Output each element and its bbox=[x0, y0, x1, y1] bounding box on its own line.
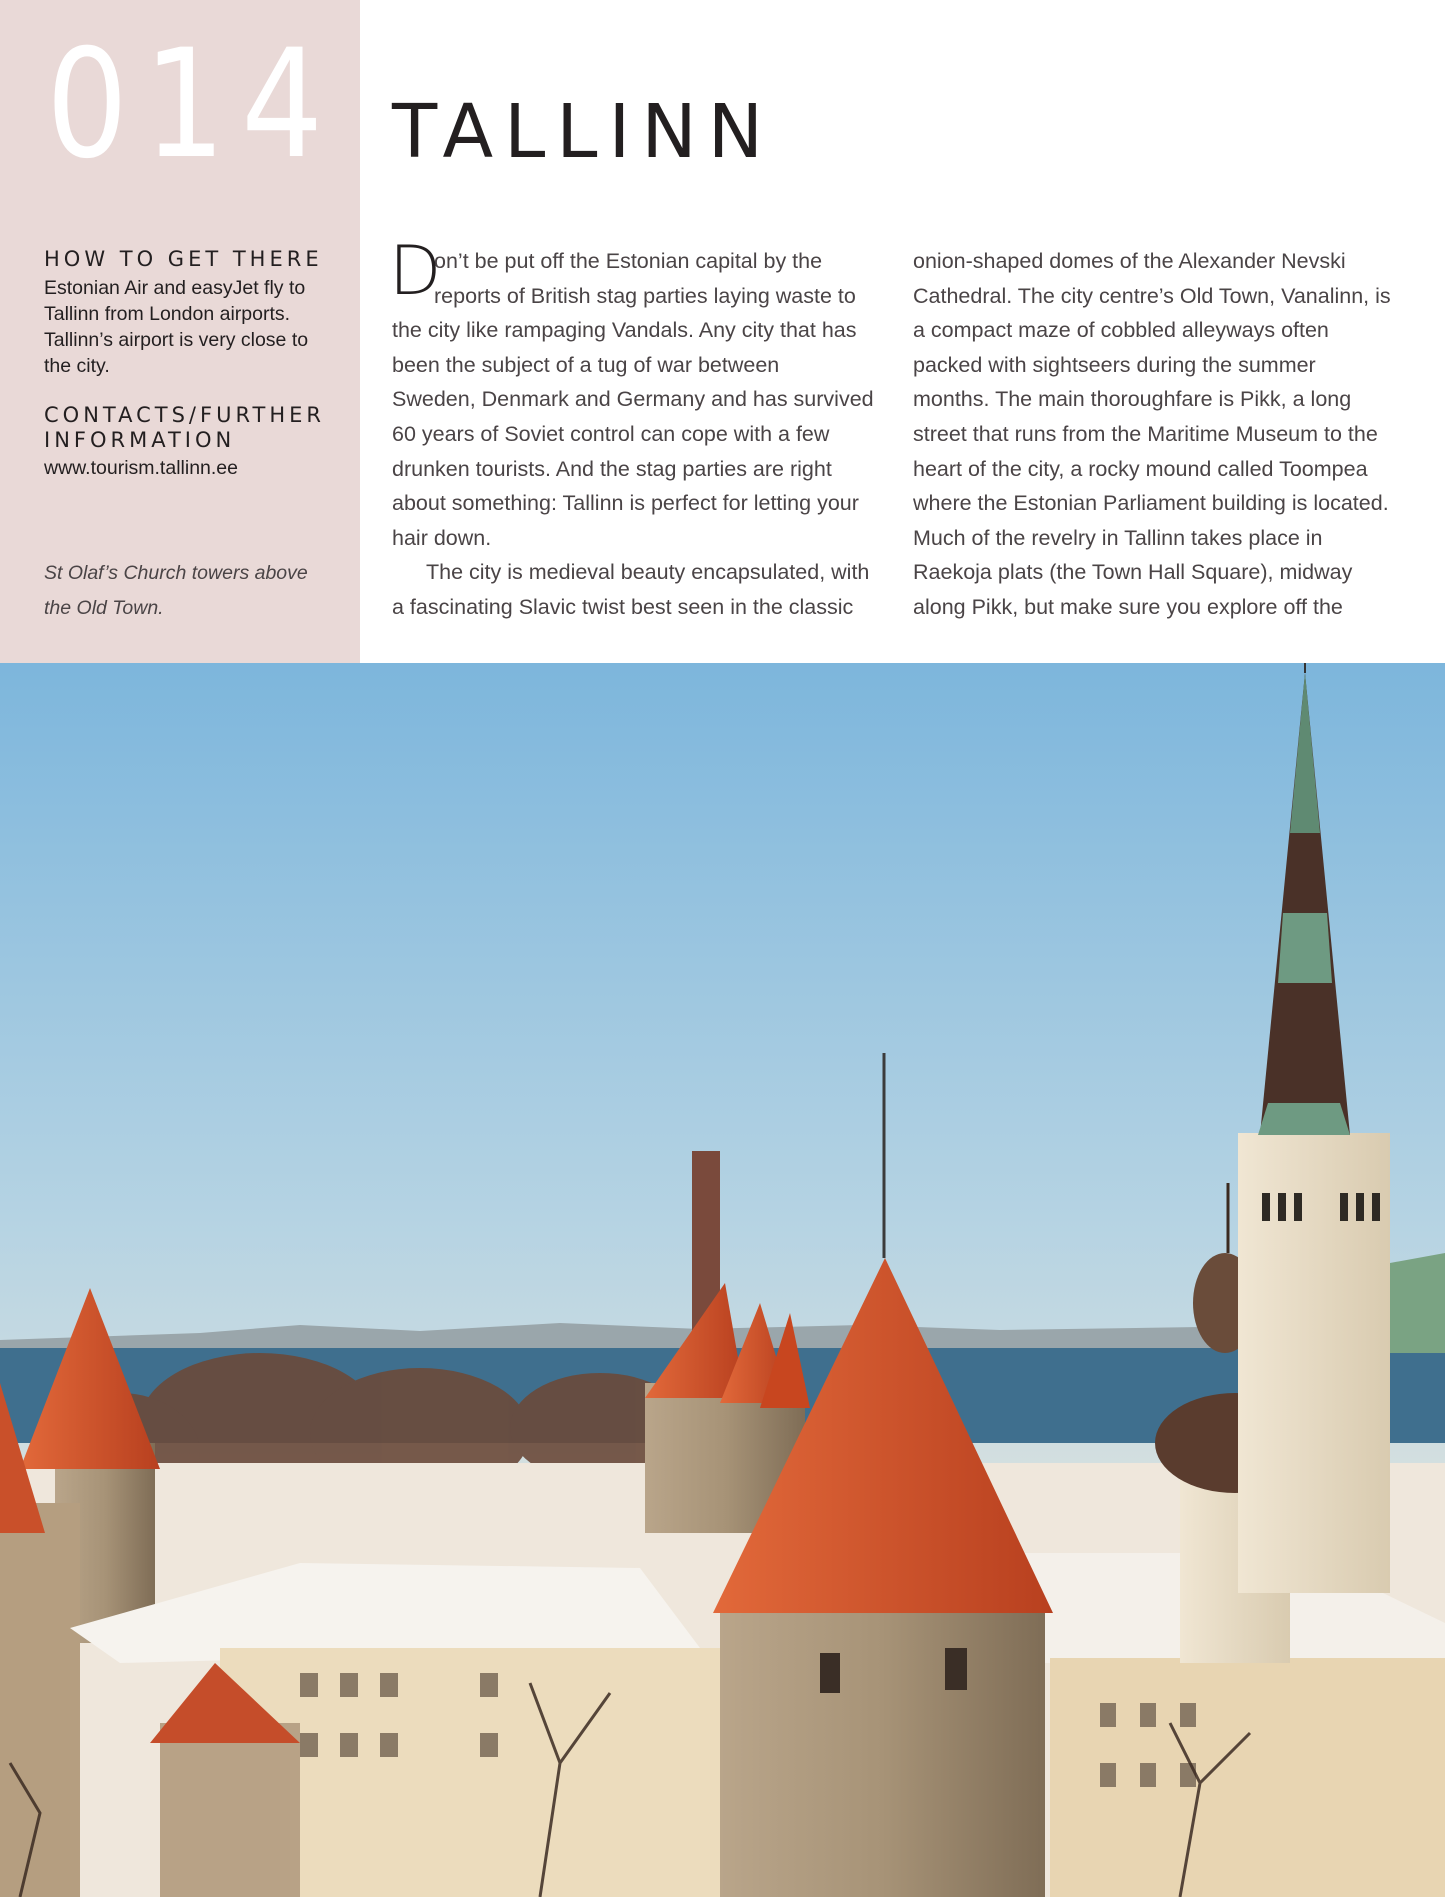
body-line: heart of the city, a rocky mound called Toompea bbox=[913, 456, 1368, 481]
body-line: about something: Tallinn is perfect for letting your bbox=[392, 491, 859, 516]
body-line: street that runs from the Maritime Museum to the bbox=[913, 421, 1378, 446]
body-line: months. The main thoroughfare is Pikk, a long bbox=[913, 387, 1352, 412]
contacts-heading-line-2: INFORMATION bbox=[44, 428, 236, 452]
body-line: 60 years of Soviet control can cope with a few bbox=[392, 421, 830, 446]
how-to-get-there-heading: HOW TO GET THERE bbox=[44, 247, 323, 271]
body-line: onion-shaped domes of the Alexander Nevski bbox=[913, 249, 1346, 273]
drop-cap: D bbox=[389, 232, 442, 311]
body-line: a fascinating Slavic twist best seen in the classic bbox=[392, 594, 854, 619]
body-line: reports of British stag parties laying waste to bbox=[434, 283, 856, 308]
contacts-heading-line-1: CONTACTS/FURTHER bbox=[44, 403, 325, 427]
body-line: drunken tourists. And the stag parties are right bbox=[392, 456, 832, 481]
caption-line-1: St Olaf’s Church towers above bbox=[44, 562, 308, 584]
body-line: a compact maze of cobbled alleyways often bbox=[913, 318, 1329, 343]
old-town-photo bbox=[0, 663, 1445, 1897]
contacts-url[interactable]: www.tourism.tallinn.ee bbox=[44, 457, 238, 479]
body-line: The city is medieval beauty encapsulated, with bbox=[426, 560, 870, 585]
body-line: along Pikk, but make sure you explore off the bbox=[913, 594, 1343, 619]
small-tower bbox=[160, 1723, 300, 1897]
photo-caption bbox=[44, 556, 334, 626]
st-olafs-tower bbox=[1238, 1133, 1390, 1593]
spire-copper-band bbox=[1278, 913, 1332, 983]
page-title: TALLINN bbox=[392, 89, 775, 175]
body-line: packed with sightseers during the summer bbox=[913, 352, 1316, 377]
body-line: been the subject of a tug of war between bbox=[392, 352, 780, 377]
body-line: where the Estonian Parliament building is located. bbox=[913, 491, 1389, 516]
how-line: Estonian Air and easyJet fly to bbox=[44, 277, 306, 299]
how-line: Tallinn’s airport is very close to bbox=[44, 329, 309, 351]
caption-line-2: the Old Town. bbox=[44, 597, 164, 619]
body-line: Much of the revelry in Tallinn takes place in bbox=[913, 525, 1323, 550]
main-tower-window bbox=[820, 1653, 840, 1693]
main-tower-wall bbox=[720, 1598, 1045, 1897]
page-number: 014 bbox=[46, 18, 339, 192]
body-line: Sweden, Denmark and Germany and has survived bbox=[392, 387, 874, 412]
body-line: Cathedral. The city centre’s Old Town, Vanalinn, is bbox=[913, 283, 1391, 308]
spire-copper-base bbox=[1258, 1103, 1350, 1135]
how-line: the city. bbox=[44, 355, 110, 377]
green-roof bbox=[1390, 1253, 1445, 1353]
sidebar-panel bbox=[0, 0, 360, 663]
body-line: the city like rampaging Vandals. Any city that has bbox=[392, 318, 857, 343]
how-line: Tallinn from London airports. bbox=[44, 303, 291, 325]
how-to-get-there-text bbox=[44, 275, 344, 379]
body-line: Raekoja plats (the Town Hall Square), midway bbox=[913, 560, 1353, 585]
contacts-heading bbox=[44, 403, 325, 453]
main-tower-window bbox=[945, 1648, 967, 1690]
body-column-1 bbox=[389, 232, 874, 625]
old-town-illustration bbox=[0, 663, 1445, 1897]
body-line: on’t be put off the Estonian capital by the bbox=[434, 249, 823, 273]
left-tower-wall bbox=[0, 1503, 80, 1897]
body-column-2 bbox=[913, 244, 1391, 625]
body-line: hair down. bbox=[392, 525, 492, 550]
